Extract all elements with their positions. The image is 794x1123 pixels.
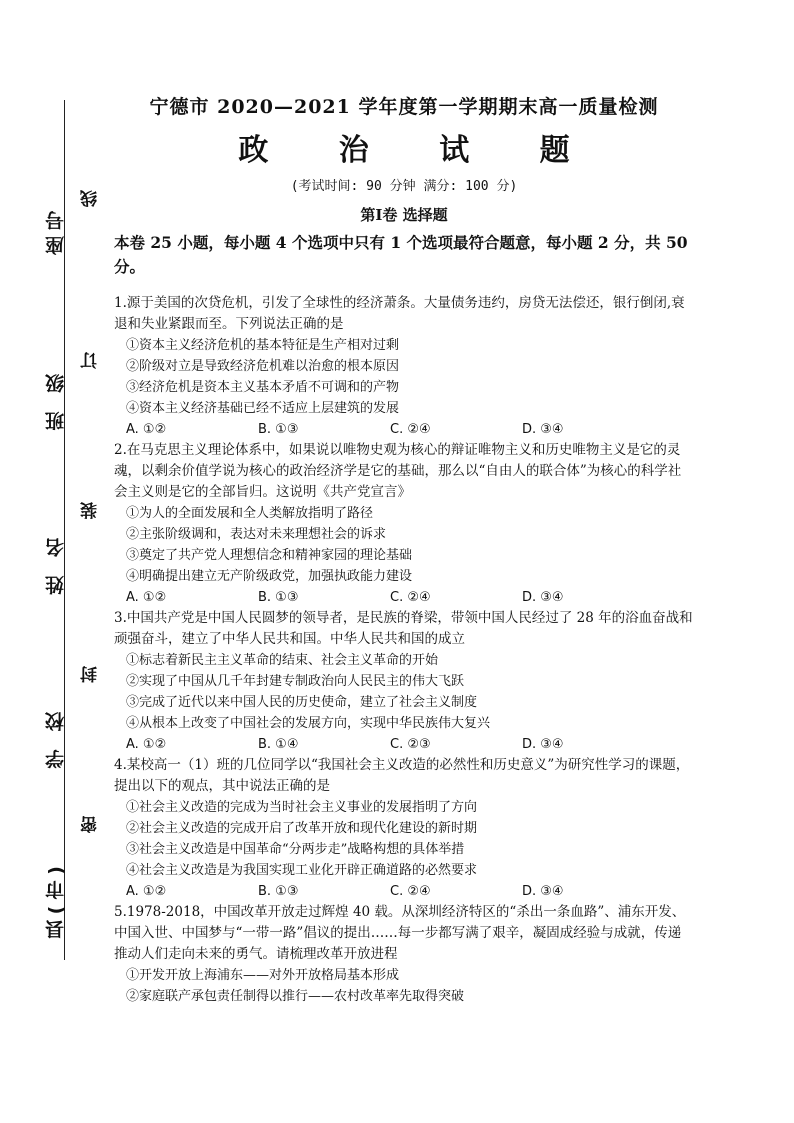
question-stem: 1.源于美国的次贷危机，引发了全球性的经济萧条。大量债务违约，房贷无法偿还，银行倒闭,衰退和失业紧跟而至。下列说法正确的是 — [114, 295, 685, 332]
statement: ①开发开放上海浦东——对外开放格局基本形成 — [126, 968, 400, 983]
school-field: 学 校 — [45, 706, 67, 769]
exam-info: (考试时间: 90 分钟 满分: 100 分) — [290, 179, 518, 194]
seal-mark-line: 线 — [81, 190, 101, 207]
class-field: 班 级 — [45, 368, 67, 431]
option-d: D. ③④ — [522, 590, 564, 605]
option-b: B. ①③ — [258, 422, 299, 437]
exam-title: 宁德市 2020—2021 学年度第一学期期末高一质量检测 — [149, 96, 659, 118]
question-stem: 4.某校高一（1）班的几位同学以“我国社会主义改造的必然性和历史意义”为研究性学习的课题，提出以下的观点，其中说法正确的是 — [114, 757, 690, 794]
question-1 — [114, 293, 694, 440]
statement: ②主张阶级调和，表达对未来理想社会的诉求 — [126, 527, 387, 542]
question-3 — [114, 608, 694, 755]
seat-number-field: 座号 — [45, 205, 67, 255]
option-c: C. ②④ — [390, 590, 431, 605]
question-2 — [114, 440, 694, 608]
option-b: B. ①③ — [258, 590, 299, 605]
option-c: C. ②③ — [390, 737, 431, 752]
statement: ①标志着新民主主义革命的结束、社会主义革命的开始 — [126, 653, 439, 668]
binding-margin — [0, 0, 110, 1123]
option-b: B. ①③ — [258, 884, 299, 899]
option-c: C. ②④ — [390, 884, 431, 899]
option-a: A. ①② — [126, 590, 167, 605]
statement: ③奠定了共产党人理想信念和精神家园的理论基础 — [126, 548, 413, 563]
option-d: D. ③④ — [522, 422, 564, 437]
statement: ④资本主义经济基础已经不适应上层建筑的发展 — [126, 401, 400, 416]
instructions: 本卷 25 小题，每小题 4 个选项中只有 1 个选项最符合题意，每小题 2 分，共 50 分。 — [114, 233, 688, 276]
statement: ④从根本上改变了中国社会的发展方向，实现中华民族伟大复兴 — [126, 716, 491, 731]
answer-options — [126, 419, 694, 440]
part-title: 第Ⅰ卷 选择题 — [360, 206, 448, 224]
statement: ④社会主义改造是为我国实现工业化开辟正确道路的必然要求 — [126, 863, 478, 878]
statement: ①为人的全面发展和全人类解放指明了路径 — [126, 506, 374, 521]
seal-mark-bind: 订 — [81, 352, 101, 369]
statement: ③经济危机是资本主义基本矛盾不可调和的产物 — [126, 380, 400, 395]
name-field: 姓 名 — [45, 532, 67, 595]
statement: ③完成了近代以来中国人民的历史使命，建立了社会主义制度 — [126, 695, 478, 710]
option-a: A. ①② — [126, 422, 167, 437]
exam-content — [114, 92, 694, 1007]
question-stem: 2.在马克思主义理论体系中，如果说以唯物史观为核心的辩证唯物主义和历史唯物主义是它的灵魂，以剩余价值学说为核心的政治经济学是它的基础，那么以“自由人的联合体”为核心的科学社会主义则是它的全部旨归。这说明《共产党宣言》 — [114, 442, 682, 500]
seal-mark-seal: 封 — [81, 666, 101, 683]
option-c: C. ②④ — [390, 422, 431, 437]
option-d: D. ③④ — [522, 884, 564, 899]
statement: ②家庭联产承包责任制得以推行——农村改革率先取得突破 — [126, 989, 465, 1004]
answer-options — [126, 734, 694, 755]
county-field: 县(市) — [45, 860, 67, 940]
answer-options — [126, 881, 694, 902]
question-stem: 3.中国共产党是中国人民圆梦的领导者，是民族的脊梁，带领中国人民经过了 28 年的浴血奋战和顽强奋斗，建立了中华人民共和国。中华人民共和国的成立 — [114, 610, 693, 647]
statement: ②阶级对立是导致经济危机难以治愈的根本原因 — [126, 359, 400, 374]
question-4 — [114, 755, 694, 902]
subject-title: 政 治 试 题 — [238, 133, 600, 168]
statement: ②社会主义改造的完成开启了改革开放和现代化建设的新时期 — [126, 821, 478, 836]
statement: ③社会主义改造是中国革命“分两步走”战略构想的具体举措 — [126, 842, 465, 857]
answer-options — [126, 587, 694, 608]
question-5 — [114, 902, 694, 1007]
seal-mark-secret: 密 — [81, 816, 101, 833]
seal-mark-mount: 装 — [81, 502, 101, 519]
option-d: D. ③④ — [522, 737, 564, 752]
question-stem: 5.1978-2018，中国改革开放走过辉煌 40 载。从深圳经济特区的“杀出一条血路”、浦东开发、中国入世、中国梦与“一带一路”倡议的提出……每一步都写满了艰辛，凝固成经验与成就，传递推动人们走向未来的勇气。请梳理改革开放进程 — [114, 904, 686, 962]
option-a: A. ①② — [126, 884, 167, 899]
statement: ①资本主义经济危机的基本特征是生产相对过剩 — [126, 338, 400, 353]
statement: ②实现了中国从几千年封建专制政治向人民民主的伟大飞跃 — [126, 674, 465, 689]
option-b: B. ①④ — [258, 737, 299, 752]
statement: ④明确提出建立无产阶级政党，加强执政能力建设 — [126, 569, 413, 584]
option-a: A. ①② — [126, 737, 167, 752]
statement: ①社会主义改造的完成为当时社会主义事业的发展指明了方向 — [126, 800, 478, 815]
